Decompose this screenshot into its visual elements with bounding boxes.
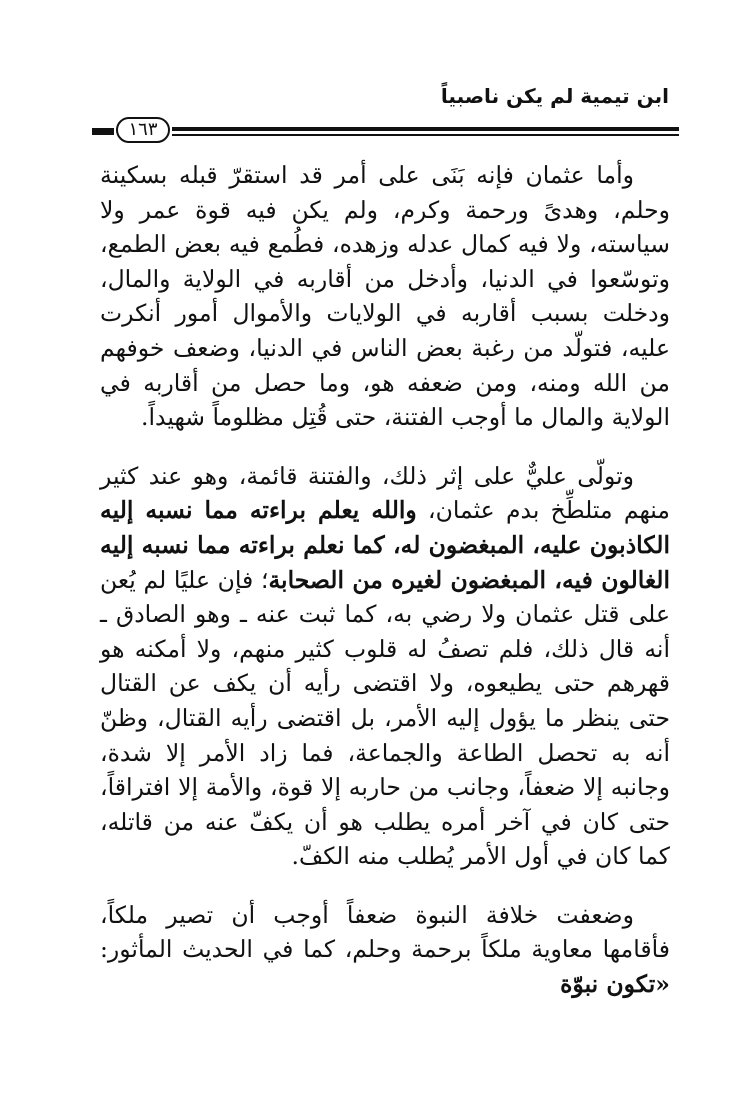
paragraph-bold-text: والله يعلم براءته مما نسبه إليه الكاذبون عليه، المبغضون له، كما نعلم براءته مما نسبه إليه الغالون فيه، المبغضون لغيره من الصحابة (100, 496, 670, 594)
paragraph-muawiya (100, 898, 670, 1002)
paragraph-text: وتولّى عليٌّ على إثر ذلك، والفتنة قائمة، وهو عند كثير منهم متلطِّخ بدم عثمان، (100, 461, 670, 525)
paragraph-ali (100, 459, 670, 874)
paragraph-bold-text: «تكون نبوّة (560, 970, 670, 999)
body-text (100, 158, 670, 1002)
header-rule-left-segment (92, 128, 114, 135)
paragraph-text: ؛ فإن عليًا لم يُعن على قتل عثمان ولا رضي به، كما ثبت عنه ـ وهو الصادق ـ أنه قال ذلك، فلم تصفُ له قلوب كثير منهم، ولا أمكنه هو قهرهم حتى يطيعوه، ولا اقتضى رأيه أن يكف عن القتال حتى ينظر ما يؤول إليه الأمر، بل اقتضى رأيه القتال، وظنّ أنه به تحصل الطاعة والجماعة، فما زاد الأمر إلا شدة، وجانبه إلا ضعفاً، وجانب من حاربه إلا قوة، والأمة إلا افتراقاً، حتى كان في آخر أمره يطلب هو أن يكفّ عنه من قاتله، كما كان في أول الأمر يُطلب منه الكفّ. (100, 565, 670, 871)
paragraph-text: وأما عثمان فإنه بَنَى على أمر قد استقرّ قبله بسكينة وحلم، وهدىً ورحمة وكرم، ولم يكن فيه قوة عمر ولا سياسته، ولا فيه كمال عدله وزهده، فطُمع فيه بعض الطمع، وتوسّعوا في الدنيا، وأدخل من أقاربه في الولاية والمال، ودخلت بسبب أقاربه في الولايات والأموال أمور أنكرت عليه، فتولّد من رغبة بعض الناس في الدنيا، وضعف خوفهم من الله ومنه، ومن ضعفه هو، وما حصل من أقاربه في الولاية والمال ما أوجب الفتنة، حتى قُتِل مظلوماً شهيداً. (100, 161, 670, 432)
header-rule-thick-line (172, 127, 679, 131)
header-rule (92, 117, 679, 145)
page-number: ١٦٣ (116, 117, 170, 143)
header-rule-thin-line (172, 134, 679, 136)
paragraph-text: وضعفت خلافة النبوة ضعفاً أوجب أن تصير ملكاً، فأقامها معاوية ملكاً برحمة وحلم، كما في الحديث المأثور: (100, 900, 670, 964)
running-title: ابن تيمية لم يكن ناصبياً (440, 84, 669, 108)
paragraph-uthman (100, 158, 670, 435)
